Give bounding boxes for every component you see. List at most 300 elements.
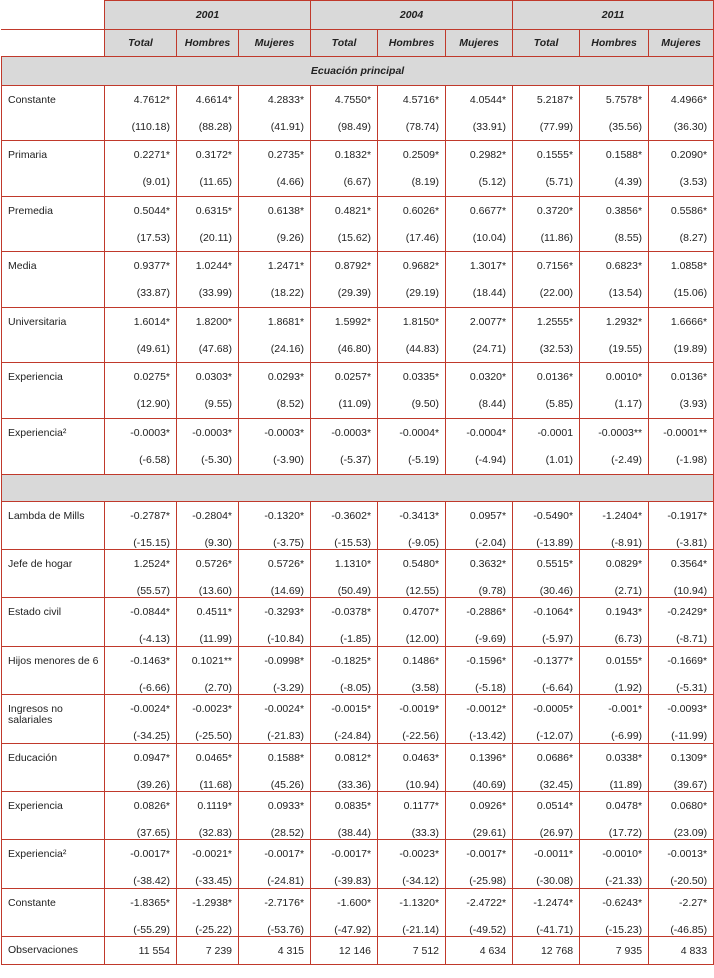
- value-cell: [239, 647, 311, 695]
- coefficient: -0.2787*: [130, 510, 170, 522]
- t-statistic: (4.66): [276, 176, 305, 188]
- coefficient: 5.7578*: [605, 94, 643, 106]
- value-cell: [580, 792, 649, 840]
- value-cell: [311, 363, 378, 419]
- t-statistic: (47.68): [198, 343, 232, 355]
- table-row: [2, 363, 714, 419]
- value-cell: [239, 695, 311, 744]
- t-statistic: (6.73): [614, 633, 643, 645]
- table-row: [2, 419, 714, 475]
- t-statistic: (29.61): [472, 827, 507, 839]
- value-cell: [378, 792, 446, 840]
- value-cell: [580, 86, 649, 141]
- value-cell: [311, 197, 378, 252]
- value-cell: [649, 197, 714, 252]
- coefficient: -0.2804*: [192, 510, 232, 522]
- coefficient: 0.8792*: [334, 260, 372, 272]
- t-statistic: (-41.71): [536, 924, 574, 936]
- row-label: Educación: [2, 744, 105, 792]
- table-row: [2, 502, 714, 550]
- coefficient: 1.6666*: [670, 316, 708, 328]
- value-cell: [105, 840, 177, 889]
- t-statistic: (9.55): [204, 398, 232, 410]
- value-cell: [105, 419, 177, 475]
- coefficient: 0.2271*: [133, 149, 170, 161]
- t-statistic: (35.56): [608, 121, 643, 133]
- coefficient: 4.5716*: [402, 94, 440, 106]
- t-statistic: (30.46): [539, 585, 574, 597]
- coefficient: -0.0003*: [130, 427, 170, 439]
- value-cell: [105, 197, 177, 252]
- t-statistic: (12.55): [405, 585, 440, 597]
- t-statistic: (-2.04): [475, 537, 507, 549]
- coefficient: -0.001*: [608, 703, 643, 715]
- t-statistic: (11.99): [199, 633, 232, 645]
- value-cell: [580, 840, 649, 889]
- t-statistic: (2.70): [204, 682, 232, 694]
- coefficient: -0.0019*: [399, 703, 440, 715]
- t-statistic: (-4.94): [475, 454, 507, 466]
- value-cell: [177, 86, 239, 141]
- t-statistic: (14.69): [270, 585, 305, 597]
- t-statistic: (46.80): [337, 343, 372, 355]
- t-statistic: (8.55): [614, 232, 643, 244]
- t-statistic: (5.71): [545, 176, 574, 188]
- t-statistic: (15.62): [337, 232, 372, 244]
- value-cell: [378, 419, 446, 475]
- t-statistic: (32.45): [539, 779, 574, 791]
- t-statistic: (9.50): [411, 398, 440, 410]
- t-statistic: (10.04): [472, 232, 507, 244]
- table-row: [2, 141, 714, 197]
- row-label: Hijos menores de 6: [2, 647, 105, 695]
- value-cell: [446, 647, 513, 695]
- coefficient: 0.0829*: [605, 558, 643, 570]
- value-cell: [649, 840, 714, 889]
- value-cell: [378, 889, 446, 937]
- t-statistic: (33.99): [198, 287, 232, 299]
- year-header: 2004: [311, 1, 513, 30]
- coefficient: -1.1320*: [399, 897, 440, 909]
- t-statistic: (-5.18): [475, 682, 507, 694]
- value-cell: [239, 86, 311, 141]
- coefficient: 0.1021**: [191, 655, 232, 667]
- value-cell: [239, 502, 311, 550]
- value-cell: [378, 550, 446, 598]
- row-label: Media: [2, 252, 105, 308]
- t-statistic: (2.71): [614, 585, 643, 597]
- t-statistic: (-2.49): [611, 454, 643, 466]
- coefficient: 0.0826*: [133, 800, 170, 812]
- value-cell: [177, 308, 239, 363]
- coefficient: 4.7550*: [334, 94, 372, 106]
- value-cell: [378, 744, 446, 792]
- coefficient: -0.0017*: [264, 848, 305, 860]
- coefficient: 0.3564*: [670, 558, 708, 570]
- value-cell: [649, 252, 714, 308]
- coefficient: -0.0003*: [331, 427, 372, 439]
- coefficient: -0.1377*: [533, 655, 574, 667]
- value-cell: [311, 308, 378, 363]
- year-header-row: [2, 1, 714, 30]
- value-cell: [580, 744, 649, 792]
- t-statistic: (50.49): [337, 585, 372, 597]
- value-cell: [239, 598, 311, 647]
- t-statistic: (18.22): [270, 287, 305, 299]
- value-cell: [177, 695, 239, 744]
- regression-table: [1, 0, 714, 965]
- value-cell: [177, 840, 239, 889]
- t-statistic: (77.99): [539, 121, 574, 133]
- coefficient: -1.600*: [337, 897, 372, 909]
- coefficient: -0.0003*: [264, 427, 305, 439]
- t-statistic: (-6.99): [611, 730, 643, 742]
- coefficient: 5.2187*: [536, 94, 574, 106]
- t-statistic: (36.30): [673, 121, 708, 133]
- t-statistic: (23.09): [673, 827, 708, 839]
- coefficient: 0.0293*: [267, 371, 305, 383]
- t-statistic: (-8.91): [611, 537, 643, 549]
- table-row: [2, 598, 714, 647]
- value-cell: [311, 647, 378, 695]
- t-statistic: (32.53): [539, 343, 574, 355]
- t-statistic: (32.83): [198, 827, 232, 839]
- coefficient: -0.3413*: [399, 510, 440, 522]
- coefficient: 0.5726*: [195, 558, 232, 570]
- coefficient: 1.8200*: [195, 316, 232, 328]
- t-statistic: (17.53): [136, 232, 170, 244]
- coefficient: 0.0155*: [605, 655, 643, 667]
- coefficient: -1.8365*: [130, 897, 170, 909]
- value-cell: [177, 598, 239, 647]
- value-cell: [513, 695, 580, 744]
- row-label: Constante: [2, 86, 105, 141]
- t-statistic: (-47.92): [334, 924, 372, 936]
- value-cell: [580, 889, 649, 937]
- coefficient: -0.0001: [537, 427, 574, 439]
- column-header: Total: [513, 30, 580, 57]
- value-cell: [239, 550, 311, 598]
- t-statistic: (10.94): [405, 779, 440, 791]
- t-statistic: (22.00): [539, 287, 574, 299]
- coefficient: 4.0544*: [469, 94, 507, 106]
- t-statistic: (26.97): [539, 827, 574, 839]
- value-cell: [177, 550, 239, 598]
- value-cell: [177, 197, 239, 252]
- section-divider-row: [2, 475, 714, 502]
- value-cell: [105, 695, 177, 744]
- t-statistic: (9.78): [478, 585, 507, 597]
- value-cell: [446, 252, 513, 308]
- coefficient: 1.0858*: [670, 260, 708, 272]
- value-cell: [513, 86, 580, 141]
- value-cell: [649, 744, 714, 792]
- t-statistic: (9.30): [204, 537, 232, 549]
- value-cell: [378, 252, 446, 308]
- coefficient: 0.0257*: [334, 371, 372, 383]
- coefficient: 4.4966*: [670, 94, 708, 106]
- value-cell: [311, 419, 378, 475]
- t-statistic: (49.61): [136, 343, 170, 355]
- coefficient: -2.27*: [679, 897, 708, 909]
- coefficient: 0.5726*: [267, 558, 305, 570]
- coefficient: 0.0478*: [605, 800, 643, 812]
- coefficient: 4.7612*: [133, 94, 170, 106]
- t-statistic: (-24.81): [267, 875, 305, 887]
- coefficient: -0.2429*: [667, 606, 708, 618]
- t-statistic: (8.52): [276, 398, 305, 410]
- coefficient: -0.0023*: [192, 703, 232, 715]
- table-row: [2, 840, 714, 889]
- t-statistic: (17.46): [405, 232, 440, 244]
- coefficient: 1.6014*: [133, 316, 170, 328]
- coefficient: 0.0947*: [133, 752, 170, 764]
- coefficient: -0.0003**: [598, 427, 643, 439]
- t-statistic: (3.53): [679, 176, 708, 188]
- t-statistic: (78.74): [405, 121, 440, 133]
- value-cell: [177, 792, 239, 840]
- t-statistic: (17.72): [608, 827, 643, 839]
- value-cell: [513, 419, 580, 475]
- value-cell: [378, 197, 446, 252]
- value-cell: [446, 598, 513, 647]
- coefficient: 0.0835*: [334, 800, 372, 812]
- coefficient: 0.0320*: [469, 371, 507, 383]
- row-label: Premedia: [2, 197, 105, 252]
- coefficient: 0.0136*: [536, 371, 574, 383]
- t-statistic: (-3.75): [273, 537, 305, 549]
- value-cell: [446, 419, 513, 475]
- value-cell: [311, 889, 378, 937]
- value-cell: [649, 792, 714, 840]
- value-cell: [580, 550, 649, 598]
- coefficient: -0.2886*: [466, 606, 507, 618]
- coefficient: -1.2938*: [192, 897, 232, 909]
- value-cell: [239, 792, 311, 840]
- coefficient: 1.5992*: [334, 316, 372, 328]
- t-statistic: (-13.42): [469, 730, 507, 742]
- coefficient: 1.8681*: [267, 316, 305, 328]
- t-statistic: (12.00): [405, 633, 440, 645]
- column-header: Mujeres: [649, 30, 714, 57]
- table-row: [2, 86, 714, 141]
- t-statistic: (12.90): [136, 398, 170, 410]
- t-statistic: (29.19): [405, 287, 440, 299]
- coefficient: -0.0017*: [130, 848, 170, 860]
- subheader-row: [2, 30, 714, 57]
- value-cell: [177, 141, 239, 197]
- t-statistic: (-15.53): [334, 537, 372, 549]
- t-statistic: (-5.19): [408, 454, 440, 466]
- coefficient: -0.1320*: [264, 510, 305, 522]
- coefficient: 1.3017*: [469, 260, 507, 272]
- coefficient: 0.6677*: [469, 205, 507, 217]
- t-statistic: (15.06): [673, 287, 708, 299]
- table-row: [2, 744, 714, 792]
- value-cell: [580, 419, 649, 475]
- value-cell: [105, 598, 177, 647]
- t-statistic: (-39.83): [334, 875, 372, 887]
- row-label: Constante: [2, 889, 105, 937]
- value-cell: [649, 598, 714, 647]
- row-label: Experiencia²: [2, 419, 105, 475]
- t-statistic: (-55.29): [133, 924, 170, 936]
- value-cell: [239, 744, 311, 792]
- row-label: Experiencia: [2, 363, 105, 419]
- t-statistic: (33.91): [472, 121, 507, 133]
- t-statistic: (11.65): [199, 176, 232, 188]
- value-cell: [177, 363, 239, 419]
- value-cell: [446, 840, 513, 889]
- t-statistic: (-1.85): [340, 633, 372, 645]
- obs-value: 4 315: [239, 937, 311, 965]
- column-header: Total: [311, 30, 378, 57]
- value-cell: [378, 502, 446, 550]
- t-statistic: (-20.50): [670, 875, 708, 887]
- value-cell: [580, 695, 649, 744]
- obs-value: 7 239: [177, 937, 239, 965]
- value-cell: [580, 502, 649, 550]
- value-cell: [177, 647, 239, 695]
- coefficient: -0.0024*: [264, 703, 305, 715]
- coefficient: -0.0017*: [331, 848, 372, 860]
- t-statistic: (1.92): [614, 682, 643, 694]
- t-statistic: (33.3): [411, 827, 440, 839]
- section-divider: [2, 475, 714, 502]
- value-cell: [446, 550, 513, 598]
- value-cell: [513, 598, 580, 647]
- t-statistic: (8.19): [411, 176, 440, 188]
- coefficient: -0.0998*: [264, 655, 305, 667]
- coefficient: -0.0021*: [192, 848, 232, 860]
- table-row: [2, 308, 714, 363]
- value-cell: [177, 502, 239, 550]
- t-statistic: (-8.05): [340, 682, 372, 694]
- value-cell: [239, 840, 311, 889]
- value-cell: [513, 252, 580, 308]
- value-cell: [239, 252, 311, 308]
- t-statistic: (1.01): [545, 454, 574, 466]
- coefficient: -0.1064*: [533, 606, 574, 618]
- obs-value: 12 146: [311, 937, 378, 965]
- t-statistic: (11.09): [338, 398, 372, 410]
- coefficient: 0.5480*: [402, 558, 440, 570]
- column-header: Hombres: [378, 30, 446, 57]
- column-header: Hombres: [580, 30, 649, 57]
- coefficient: 0.0812*: [334, 752, 372, 764]
- coefficient: 0.1309*: [670, 752, 708, 764]
- obs-value: 11 554: [105, 937, 177, 965]
- coefficient: 0.0686*: [536, 752, 574, 764]
- value-cell: [649, 695, 714, 744]
- t-statistic: (24.71): [472, 343, 507, 355]
- coefficient: 4.6614*: [195, 94, 232, 106]
- t-statistic: (9.01): [142, 176, 170, 188]
- value-cell: [311, 86, 378, 141]
- t-statistic: (5.12): [478, 176, 507, 188]
- coefficient: -0.0010*: [602, 848, 643, 860]
- value-cell: [105, 86, 177, 141]
- coefficient: 0.0933*: [267, 800, 305, 812]
- column-header: Total: [105, 30, 177, 57]
- coefficient: -0.1669*: [667, 655, 708, 667]
- coefficient: 0.0463*: [402, 752, 440, 764]
- t-statistic: (-21.83): [267, 730, 305, 742]
- value-cell: [105, 744, 177, 792]
- value-cell: [649, 550, 714, 598]
- coefficient: 0.6138*: [267, 205, 305, 217]
- value-cell: [513, 744, 580, 792]
- coefficient: -0.0023*: [399, 848, 440, 860]
- coefficient: 0.0303*: [195, 371, 232, 383]
- value-cell: [580, 308, 649, 363]
- table-row: [2, 792, 714, 840]
- row-label: Estado civil: [2, 598, 105, 647]
- main-equation-body: [2, 86, 714, 475]
- coefficient: 0.1832*: [334, 149, 372, 161]
- value-cell: [311, 598, 378, 647]
- year-header: 2011: [513, 1, 714, 30]
- value-cell: [446, 197, 513, 252]
- coefficient: -0.1463*: [130, 655, 170, 667]
- t-statistic: (9.26): [276, 232, 305, 244]
- value-cell: [580, 252, 649, 308]
- coefficient: -2.7176*: [264, 897, 305, 909]
- coefficient: 1.2555*: [536, 316, 574, 328]
- coefficient: 0.2509*: [402, 149, 440, 161]
- coefficient: 2.0077*: [469, 316, 507, 328]
- t-statistic: (13.60): [198, 585, 232, 597]
- coefficient: -0.0003*: [192, 427, 232, 439]
- coefficient: -0.0012*: [466, 703, 507, 715]
- coefficient: 0.1588*: [267, 752, 305, 764]
- t-statistic: (-5.97): [542, 633, 574, 645]
- value-cell: [580, 598, 649, 647]
- value-cell: [513, 308, 580, 363]
- value-cell: [311, 502, 378, 550]
- coefficient: 0.2090*: [670, 149, 708, 161]
- t-statistic: (-8.71): [676, 633, 708, 645]
- t-statistic: (98.49): [337, 121, 372, 133]
- coefficient: 0.0335*: [402, 371, 440, 383]
- coefficient: 4.2833*: [267, 94, 305, 106]
- coefficient: -0.3602*: [331, 510, 372, 522]
- t-statistic: (5.85): [545, 398, 574, 410]
- table-row: [2, 889, 714, 937]
- t-statistic: (-3.81): [676, 537, 708, 549]
- row-label: Jefe de hogar: [2, 550, 105, 598]
- value-cell: [446, 308, 513, 363]
- value-cell: [446, 363, 513, 419]
- coefficient: 0.2982*: [469, 149, 507, 161]
- t-statistic: (28.52): [270, 827, 305, 839]
- column-header: Mujeres: [446, 30, 513, 57]
- coefficient: -0.0013*: [667, 848, 708, 860]
- t-statistic: (-25.50): [195, 730, 232, 742]
- value-cell: [446, 889, 513, 937]
- value-cell: [311, 695, 378, 744]
- coefficient: 0.0136*: [670, 371, 708, 383]
- value-cell: [649, 889, 714, 937]
- value-cell: [105, 308, 177, 363]
- coefficient: -0.0001**: [663, 427, 708, 439]
- value-cell: [239, 889, 311, 937]
- value-cell: [513, 647, 580, 695]
- value-cell: [649, 363, 714, 419]
- coefficient: 0.1588*: [605, 149, 643, 161]
- value-cell: [580, 197, 649, 252]
- coefficient: -0.5490*: [533, 510, 574, 522]
